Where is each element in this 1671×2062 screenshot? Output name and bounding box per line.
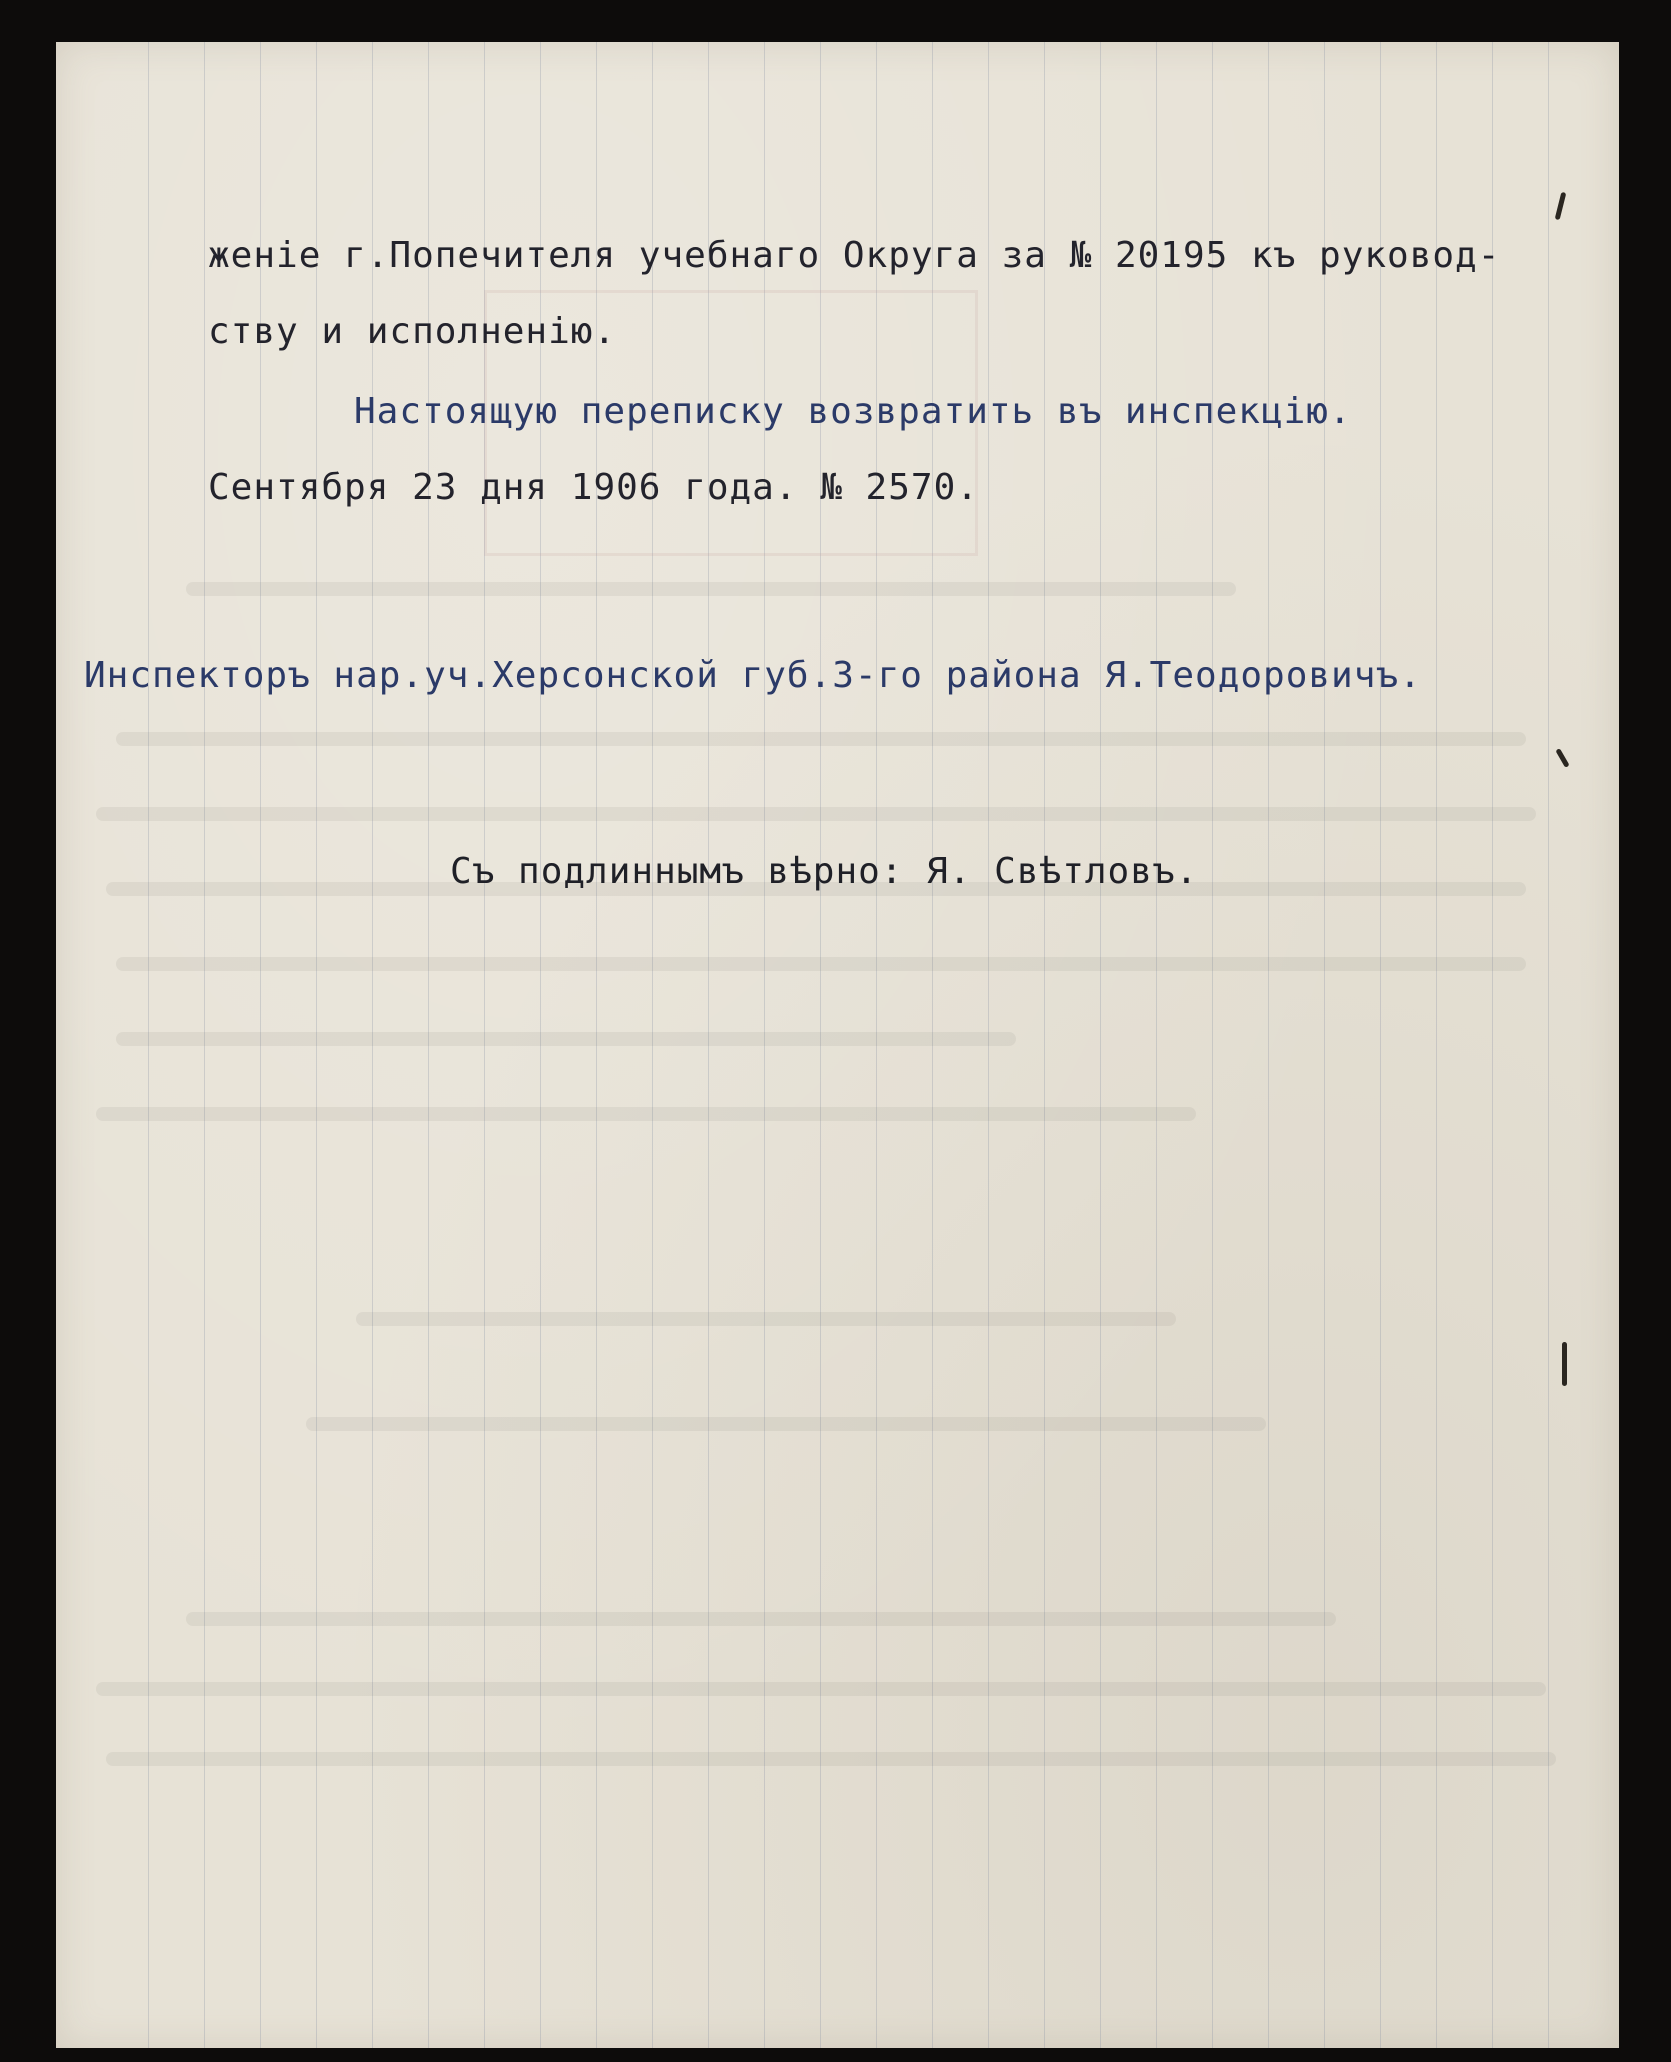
document-page (56, 42, 1619, 2048)
ruled-line (1044, 42, 1045, 2048)
date-line: Сентября 23 дня 1906 года. № 2570. (208, 467, 979, 508)
inspector-signature-line: Инспекторъ нар.уч.Херсонской губ.3-го района Я.Теодоровичъ. (84, 655, 1422, 696)
ink-mark (1562, 1342, 1567, 1386)
ruled-line (708, 42, 709, 2048)
ruled-line (148, 42, 149, 2048)
ruled-line (1268, 42, 1269, 2048)
ruled-line (1436, 42, 1437, 2048)
ruled-line (1100, 42, 1101, 2048)
ruled-line (204, 42, 205, 2048)
ruled-line (1548, 42, 1549, 2048)
ruled-line (1380, 42, 1381, 2048)
ruled-line (764, 42, 765, 2048)
ruled-line (1324, 42, 1325, 2048)
ruled-line (820, 42, 821, 2048)
text-line-3: Настоящую переписку возвратить въ инспекцію. (354, 391, 1352, 432)
ruled-line (1492, 42, 1493, 2048)
ruled-line (1156, 42, 1157, 2048)
ink-mark (1555, 192, 1567, 220)
certification-line: Съ подлиннымъ вѣрно: Я. Свѣтловъ. (450, 851, 1199, 892)
ruled-line (988, 42, 989, 2048)
text-line-1: женіе г.Попечителя учебнаго Округа за № 20195 къ руковод- (208, 235, 1501, 276)
ink-mark (1555, 748, 1569, 768)
ruled-line (652, 42, 653, 2048)
ruled-line (932, 42, 933, 2048)
ruled-line (876, 42, 877, 2048)
ruled-line (1212, 42, 1213, 2048)
text-line-2: ству и исполненію. (208, 311, 617, 352)
